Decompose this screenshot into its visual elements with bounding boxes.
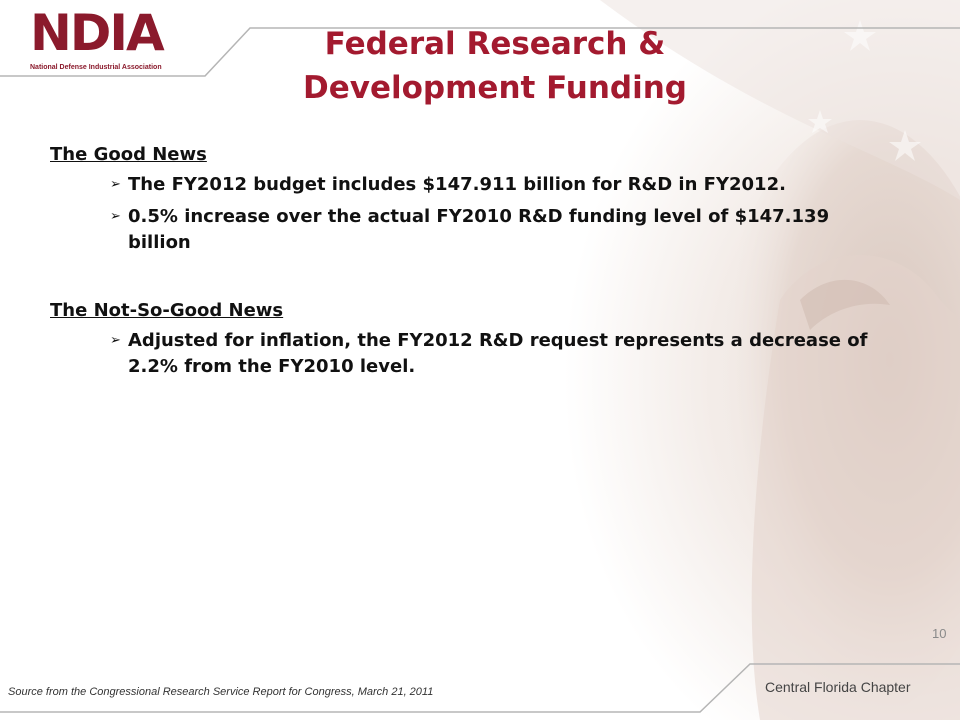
not-so-good-news-list — [50, 328, 890, 380]
arrow-bullet-icon: ➢ — [110, 209, 121, 224]
source-citation: Source from the Congressional Research Service Report for Congress, March 21, 2011 — [8, 686, 434, 698]
arrow-bullet-icon: ➢ — [110, 177, 121, 192]
section-heading-not-so-good-news: The Not-So-Good News — [50, 300, 284, 321]
bullet-text: 0.5% increase over the actual FY2010 R&D funding level of $147.139 billion — [128, 206, 830, 253]
list-item — [50, 204, 878, 256]
ndia-logo — [30, 4, 180, 72]
slide-content — [50, 142, 890, 386]
good-news-list — [50, 172, 890, 256]
logo-subtitle: National Defense Industrial Association — [30, 64, 162, 71]
page-number: 10 — [932, 626, 947, 641]
arrow-bullet-icon: ➢ — [110, 333, 121, 348]
slide-title: Federal Research & Development Funding — [303, 26, 687, 106]
bullet-text: Adjusted for inflation, the FY2012 R&D request represents a decrease of 2.2% from the FY2010 level. — [128, 330, 868, 377]
logo-wordmark: NDIA — [30, 4, 163, 62]
chapter-label: Central Florida Chapter — [765, 679, 911, 695]
list-item — [50, 172, 878, 198]
bullet-text: The FY2012 budget includes $147.911 billion for R&D in FY2012. — [128, 174, 786, 195]
section-heading-good-news: The Good News — [50, 144, 207, 165]
list-item — [50, 328, 878, 380]
